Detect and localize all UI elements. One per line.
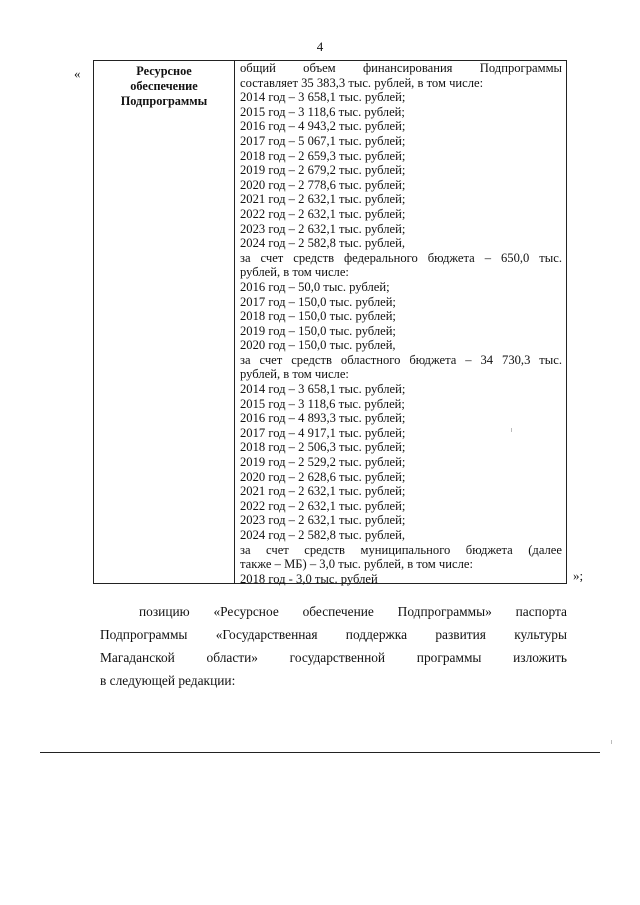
- table-line: 2016 год – 4 893,3 тыс. рублей;: [240, 411, 406, 426]
- table-line: рублей, в том числе:: [240, 265, 349, 280]
- scan-speck: [611, 740, 612, 744]
- paragraph-line: в следующей редакции:: [100, 673, 236, 688]
- opening-quote: «: [74, 66, 81, 81]
- table-line: 2016 год – 50,0 тыс. рублей;: [240, 279, 390, 294]
- table-line: 2014 год – 3 658,1 тыс. рублей;: [240, 90, 406, 105]
- table-line: 2022 год – 2 632,1 тыс. рублей;: [240, 498, 406, 513]
- table-line: 2021 год – 2 632,1 тыс. рублей;: [240, 192, 406, 207]
- table-line: за счет средств федерального бюджета – 650,0 тыс.: [240, 250, 562, 265]
- table-line: 2015 год – 3 118,6 тыс. рублей;: [240, 396, 405, 411]
- table-line: 2019 год – 150,0 тыс. рублей;: [240, 323, 396, 338]
- horizontal-divider: [40, 752, 600, 753]
- table-line: 2023 год – 2 632,1 тыс. рублей;: [240, 513, 406, 528]
- table-line: за счет средств муниципального бюджета (далее: [240, 542, 562, 557]
- header-line: Подпрограммы: [120, 94, 208, 108]
- table-line: 2014 год – 3 658,1 тыс. рублей;: [240, 382, 406, 397]
- table-line: также – МБ) – 3,0 тыс. рублей, в том числе:: [240, 557, 473, 572]
- table-line: 2018 год – 150,0 тыс. рублей;: [240, 309, 396, 324]
- table-line: общий объем финансирования Подпрограммы: [240, 61, 562, 75]
- closing-quote: »;: [573, 568, 584, 583]
- table-line: 2015 год – 3 118,6 тыс. рублей;: [240, 104, 405, 119]
- table-content-cell: [235, 61, 566, 586]
- paragraph-line: позицию «Ресурсное обеспечение Подпрограммы» паспорта: [139, 604, 567, 619]
- table-line: 2017 год – 5 067,1 тыс. рублей;: [240, 133, 406, 148]
- table-line: 2023 год – 2 632,1 тыс. рублей;: [240, 221, 406, 236]
- table-line: 2020 год – 2 628,6 тыс. рублей;: [240, 469, 406, 484]
- table-line: 2017 год – 4 917,1 тыс. рублей;: [240, 425, 406, 440]
- table-line: рублей, в том числе:: [240, 367, 349, 382]
- table-line: 2020 год – 150,0 тыс. рублей,: [240, 338, 396, 353]
- header-line: Ресурсное: [136, 64, 192, 78]
- table-line: 2016 год – 4 943,2 тыс. рублей;: [240, 119, 406, 134]
- table-line: 2017 год – 150,0 тыс. рублей;: [240, 294, 396, 309]
- table-header-cell: [94, 61, 235, 583]
- table-line: 2020 год – 2 778,6 тыс. рублей;: [240, 177, 406, 192]
- table-line: 2018 год – 2 659,3 тыс. рублей;: [240, 148, 406, 163]
- table-line: за счет средств областного бюджета – 34 730,3 тыс.: [240, 352, 562, 367]
- body-paragraph: [100, 600, 567, 692]
- paragraph-line: Подпрограммы «Государственная поддержка развития культуры: [100, 627, 567, 642]
- table-line: 2024 год – 2 582,8 тыс. рублей,: [240, 236, 406, 251]
- table-line: 2022 год – 2 632,1 тыс. рублей;: [240, 206, 406, 221]
- resource-table: [93, 60, 567, 584]
- header-line: обеспечение: [130, 79, 198, 93]
- table-line: 2018 год - 3,0 тыс. рублей: [240, 571, 378, 586]
- table-line: 2019 год – 2 679,2 тыс. рублей;: [240, 163, 406, 178]
- table-line: составляет 35 383,3 тыс. рублей, в том числе:: [240, 75, 484, 90]
- scan-speck: [511, 428, 512, 432]
- table-line: 2019 год – 2 529,2 тыс. рублей;: [240, 455, 406, 470]
- table-line: 2018 год – 2 506,3 тыс. рублей;: [240, 440, 406, 455]
- table-line: 2021 год – 2 632,1 тыс. рублей;: [240, 484, 406, 499]
- page-number: 4: [316, 39, 324, 54]
- table-line: 2024 год – 2 582,8 тыс. рублей,: [240, 528, 406, 542]
- paragraph-line: Магаданской области» государственной программы изложить: [100, 650, 567, 665]
